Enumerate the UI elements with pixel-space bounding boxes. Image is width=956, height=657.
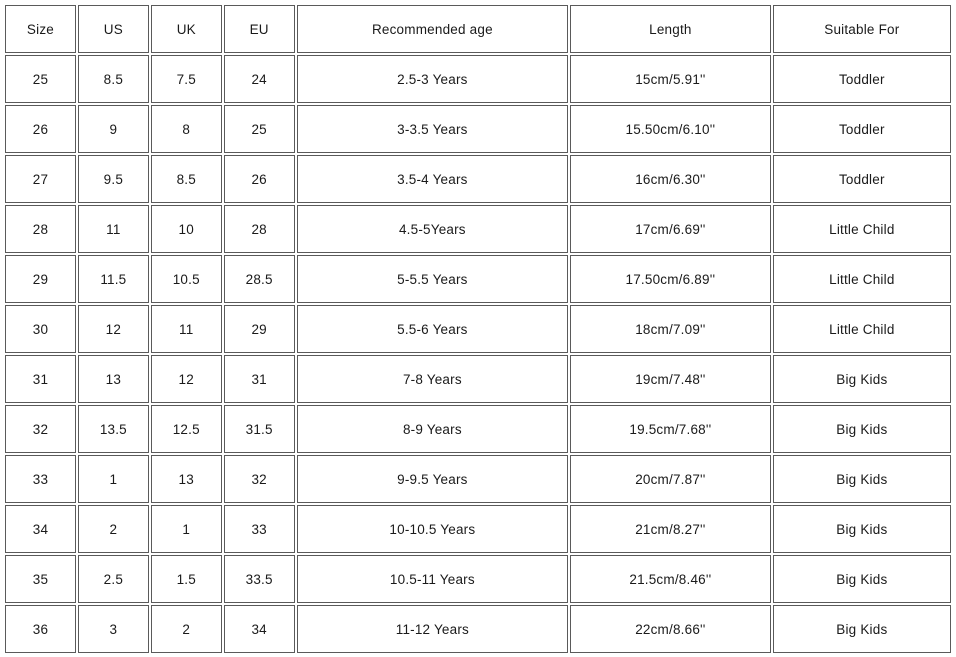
cell-uk: 2	[151, 605, 222, 653]
table-row	[5, 305, 951, 353]
cell-us: 11.5	[78, 255, 149, 303]
cell-eu: 26	[224, 155, 295, 203]
cell-recommended-age: 3.5-4 Years	[297, 155, 568, 203]
cell-suitable-for: Big Kids	[773, 355, 951, 403]
table-row	[5, 605, 951, 653]
cell-uk: 8.5	[151, 155, 222, 203]
cell-size: 32	[5, 405, 76, 453]
cell-suitable-for: Big Kids	[773, 555, 951, 603]
cell-eu: 28.5	[224, 255, 295, 303]
cell-uk: 1	[151, 505, 222, 553]
cell-recommended-age: 3-3.5 Years	[297, 105, 568, 153]
cell-size: 33	[5, 455, 76, 503]
cell-eu: 33.5	[224, 555, 295, 603]
cell-length: 19cm/7.48''	[570, 355, 771, 403]
cell-us: 1	[78, 455, 149, 503]
cell-suitable-for: Toddler	[773, 155, 951, 203]
cell-us: 9.5	[78, 155, 149, 203]
cell-recommended-age: 10-10.5 Years	[297, 505, 568, 553]
cell-recommended-age: 11-12 Years	[297, 605, 568, 653]
table-body	[5, 55, 951, 653]
cell-uk: 10.5	[151, 255, 222, 303]
cell-size: 34	[5, 505, 76, 553]
cell-length: 21.5cm/8.46''	[570, 555, 771, 603]
cell-eu: 33	[224, 505, 295, 553]
cell-recommended-age: 8-9 Years	[297, 405, 568, 453]
cell-eu: 31.5	[224, 405, 295, 453]
cell-uk: 7.5	[151, 55, 222, 103]
cell-uk: 10	[151, 205, 222, 253]
cell-size: 35	[5, 555, 76, 603]
cell-uk: 8	[151, 105, 222, 153]
cell-us: 11	[78, 205, 149, 253]
header-recommended-age: Recommended age	[297, 5, 568, 53]
cell-length: 15.50cm/6.10''	[570, 105, 771, 153]
table-row	[5, 55, 951, 103]
table-header	[5, 5, 951, 53]
cell-us: 3	[78, 605, 149, 653]
table-row	[5, 105, 951, 153]
cell-eu: 32	[224, 455, 295, 503]
cell-suitable-for: Toddler	[773, 105, 951, 153]
cell-size: 26	[5, 105, 76, 153]
cell-length: 18cm/7.09''	[570, 305, 771, 353]
cell-us: 2	[78, 505, 149, 553]
cell-recommended-age: 10.5-11 Years	[297, 555, 568, 603]
cell-length: 17.50cm/6.89''	[570, 255, 771, 303]
cell-recommended-age: 7-8 Years	[297, 355, 568, 403]
cell-suitable-for: Big Kids	[773, 505, 951, 553]
header-us: US	[78, 5, 149, 53]
header-suitable-for: Suitable For	[773, 5, 951, 53]
cell-length: 17cm/6.69''	[570, 205, 771, 253]
cell-recommended-age: 9-9.5 Years	[297, 455, 568, 503]
cell-size: 30	[5, 305, 76, 353]
table-row	[5, 505, 951, 553]
cell-size: 29	[5, 255, 76, 303]
cell-eu: 34	[224, 605, 295, 653]
cell-eu: 28	[224, 205, 295, 253]
cell-us: 13.5	[78, 405, 149, 453]
table-row	[5, 455, 951, 503]
table-row	[5, 205, 951, 253]
header-row	[5, 5, 951, 53]
cell-recommended-age: 5.5-6 Years	[297, 305, 568, 353]
table-row	[5, 255, 951, 303]
header-length: Length	[570, 5, 771, 53]
cell-size: 25	[5, 55, 76, 103]
cell-length: 19.5cm/7.68''	[570, 405, 771, 453]
cell-size: 28	[5, 205, 76, 253]
cell-eu: 25	[224, 105, 295, 153]
cell-suitable-for: Little Child	[773, 255, 951, 303]
cell-suitable-for: Toddler	[773, 55, 951, 103]
header-eu: EU	[224, 5, 295, 53]
size-chart-table	[3, 3, 953, 655]
size-chart-container	[3, 3, 953, 653]
cell-length: 21cm/8.27''	[570, 505, 771, 553]
cell-suitable-for: Big Kids	[773, 605, 951, 653]
cell-size: 36	[5, 605, 76, 653]
cell-length: 16cm/6.30''	[570, 155, 771, 203]
table-row	[5, 355, 951, 403]
table-row	[5, 555, 951, 603]
cell-size: 27	[5, 155, 76, 203]
table-row	[5, 155, 951, 203]
cell-suitable-for: Little Child	[773, 305, 951, 353]
cell-us: 9	[78, 105, 149, 153]
table-row	[5, 405, 951, 453]
cell-recommended-age: 2.5-3 Years	[297, 55, 568, 103]
cell-suitable-for: Big Kids	[773, 405, 951, 453]
cell-uk: 12	[151, 355, 222, 403]
cell-uk: 13	[151, 455, 222, 503]
cell-eu: 24	[224, 55, 295, 103]
cell-recommended-age: 5-5.5 Years	[297, 255, 568, 303]
cell-us: 8.5	[78, 55, 149, 103]
cell-us: 2.5	[78, 555, 149, 603]
header-size: Size	[5, 5, 76, 53]
cell-eu: 29	[224, 305, 295, 353]
cell-recommended-age: 4.5-5Years	[297, 205, 568, 253]
cell-length: 20cm/7.87''	[570, 455, 771, 503]
cell-uk: 11	[151, 305, 222, 353]
cell-eu: 31	[224, 355, 295, 403]
cell-us: 12	[78, 305, 149, 353]
cell-us: 13	[78, 355, 149, 403]
cell-suitable-for: Little Child	[773, 205, 951, 253]
cell-suitable-for: Big Kids	[773, 455, 951, 503]
cell-size: 31	[5, 355, 76, 403]
header-uk: UK	[151, 5, 222, 53]
cell-length: 22cm/8.66''	[570, 605, 771, 653]
cell-length: 15cm/5.91''	[570, 55, 771, 103]
cell-uk: 1.5	[151, 555, 222, 603]
cell-uk: 12.5	[151, 405, 222, 453]
